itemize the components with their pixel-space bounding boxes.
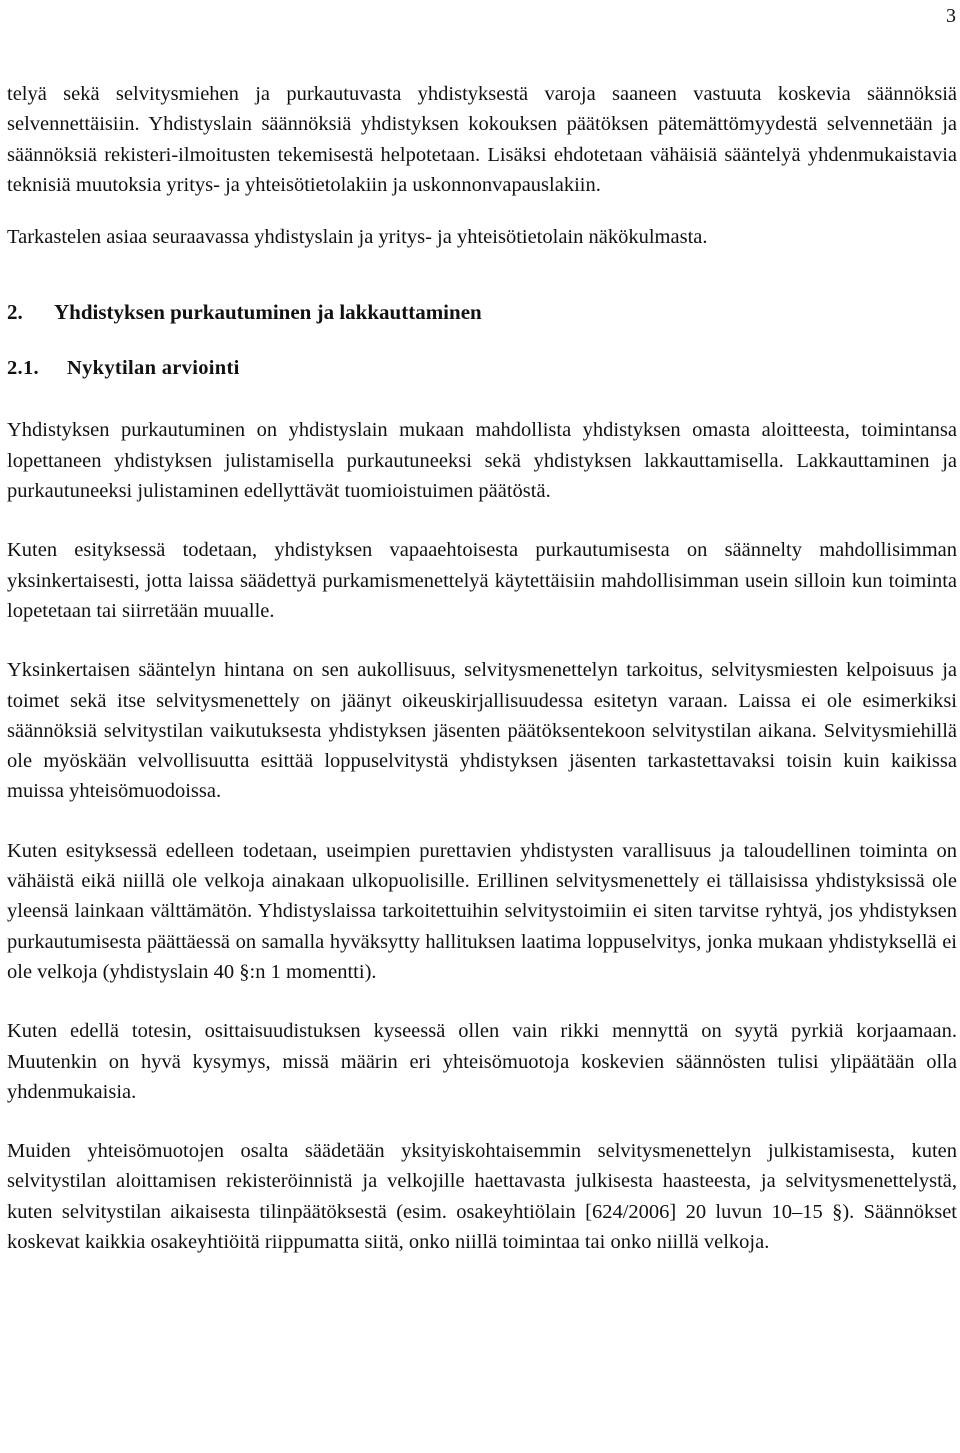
paragraph-body-1: Yhdistyksen purkautuminen on yhdistyslain mukaan mahdollista yhdistyksen omasta aloitteesta, toimintansa lopettaneen yhdistyksen julistamisella purkautuneeksi sekä yhdistyksen lakkauttamisella. Lakkauttaminen ja purkautuneeksi julistaminen edellyttävät tuomioistuimen päätöstä.: [7, 419, 957, 503]
paragraph-intro-2: Tarkastelen asiaa seuraavassa yhdistyslain ja yritys- ja yhteisötietolain näkökulmasta.: [7, 226, 708, 249]
page-number: 3: [946, 5, 956, 27]
paragraph-body-5: Kuten edellä totesin, osittaisuudistuksen kyseessä ollen vain rikki mennyttä on syytä pyrkiä korjaamaan. Muutenkin on hyvä kysymys, missä määrin eri yhteisömuotoja koskevien säännösten tulisi ylipäätään olla yhdenmukaisia.: [7, 1020, 957, 1103]
section-heading: [7, 297, 957, 327]
paragraph-intro-1: telyä sekä selvitysmiehen ja purkautuvasta yhdistyksestä varoja saaneen vastuuta koskevia säännöksiä selvennettäisiin. Yhdistyslain säännöksiä yhdistyksen kokouksen päätöksen pätemättömyydestä selvennetään ja säännöksiä rekisteri-ilmoitusten tekemisestä helpotetaan. Lisäksi ehdotetaan vähäisiä sääntelyä yhdenmukaistavia teknisiä muutoksia yritys- ja yhteisötietolakiin ja uskonnonvapauslakiin.: [7, 83, 957, 196]
section-number: 2.: [7, 300, 23, 325]
paragraph-body-2: Kuten esityksessä todetaan, yhdistyksen vapaaehtoisesta purkautumisesta on säännelty mahdollisimman yksinkertaisesti, jotta laissa säädettyä purkamismenettelyä käytettäisiin mahdollisimman usein silloin kun toiminta lopetetaan tai siirretään muualle.: [7, 539, 957, 622]
subsection-heading: [7, 353, 957, 383]
subsection-title: Nykytilan arviointi: [67, 357, 240, 380]
paragraph-body-6: Muiden yhteisömuotojen osalta säädetään yksityiskohtaisemmin selvitysmenettelyn julkistamisesta, kuten selvitystilan aloittamisen rekisteröinnistä ja velkojille haettavasta julkisesta haasteesta, ja selvitysmenettelystä, kuten selvitystilan aikaisesta tilinpäätöksestä (esim. osakeyhtiölain [624/2006] 20 luvun 10–15 §). Säännökset koskevat kaikkia osakeyhtiöitä riippumatta siitä, onko niillä toimintaa tai onko niillä velkoja.: [7, 1140, 957, 1254]
subsection-number: 2.1.: [7, 357, 39, 380]
paragraph-body-3: Yksinkertaisen sääntelyn hintana on sen aukollisuus, selvitysmenettelyn tarkoitus, selvitysmiesten kelpoisuus ja toimet sekä itse selvitysmenettely on jäänyt oikeuskirjallisuudessa esitetyn varaan. Laissa ei ole esimerkiksi säännöksiä selvitystilan vaikutuksesta yhdistyksen jäsenten päätöksentekoon selvitystilan aikana. Selvitysmiehillä ole myöskään velvollisuutta esittää loppuselvitystä yhdistyksen jäsenten tarkastettavaksi toisin kuin kaikissa muissa yhteisömuodoissa.: [7, 659, 957, 803]
paragraph-body-4: Kuten esityksessä edelleen todetaan, useimpien purettavien yhdistysten varallisuus ja taloudellinen toiminta on vähäistä eikä niillä ole velkoja ainakaan ulkopuolisille. Erillinen selvitysmenettely ei tällaisissa yhdistyksissä ole yleensä lainkaan välttämätön. Yhdistyslaissa tarkoitettuihin selvitystoimiin ei siten tarvitse ryhtyä, jos yhdistyksen purkautumisesta päättäessä on samalla hyväksytty hallituksen laatima loppuselvitys, jonka mukaan yhdistyksellä ei ole velkoja (yhdistyslain 40 §:n 1 momentti).: [7, 839, 957, 983]
section-title: Yhdistyksen purkautuminen ja lakkauttaminen: [54, 300, 482, 325]
document-body: [7, 79, 957, 1257]
